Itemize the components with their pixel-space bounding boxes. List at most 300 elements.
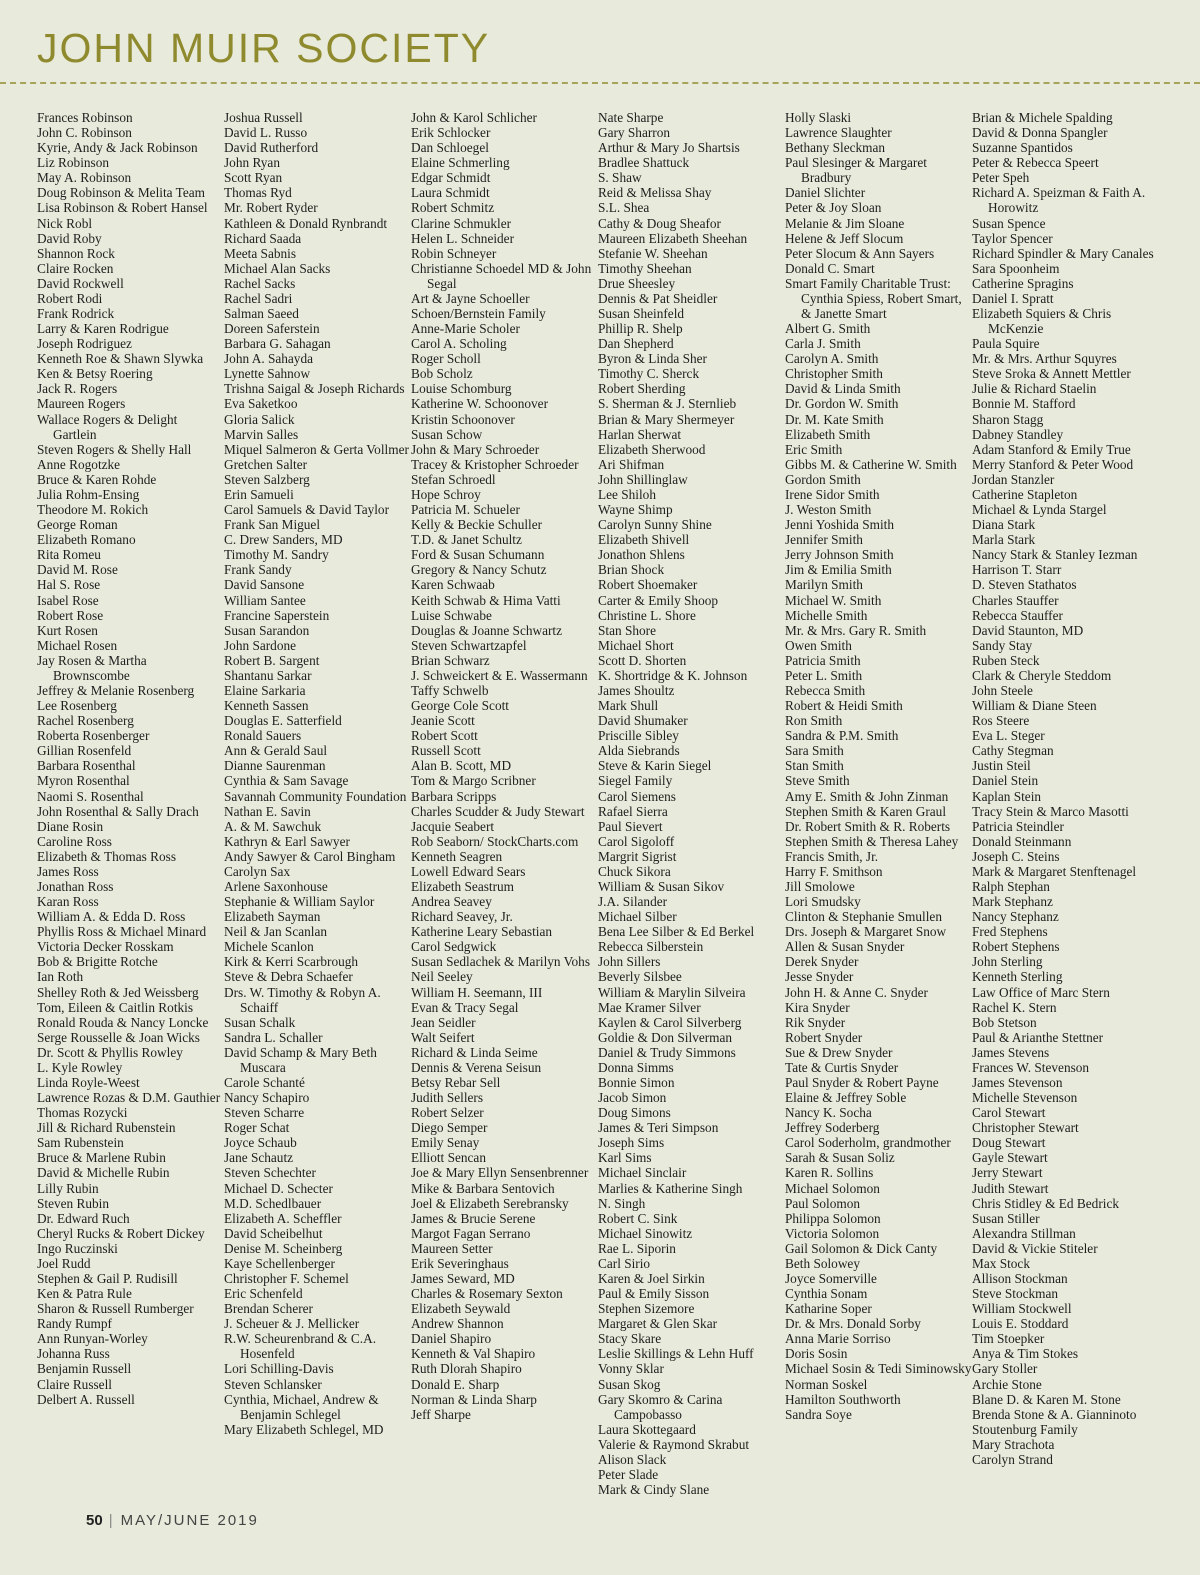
donor-name: Nancy K. Socha [785, 1105, 872, 1121]
donor-name: D. Steven Stathatos [972, 577, 1077, 593]
donor-name: Evan & Tracy Segal [411, 999, 519, 1015]
donor-name: Carl Sirio [598, 1255, 651, 1271]
donor-name: Robert Selzer [411, 1105, 484, 1121]
donor-name: Leslie Skillings & Lehn Huff [598, 1346, 754, 1362]
donor-name: Chuck Sikora [598, 863, 671, 879]
donor-name: Tracy Stein & Marco Masotti [972, 803, 1129, 819]
donor-name: Daniel Shapiro [411, 1331, 492, 1347]
donor-name: Smart Family Charitable Trust: Cynthia Spiess, Robert Smart, & Janette Smart [785, 275, 962, 322]
donor-name: David & Vickie Stiteler [972, 1240, 1098, 1256]
donor-name: Mary Strachota [972, 1436, 1055, 1452]
donor-name: Michael Sinowitz [598, 1225, 693, 1241]
donor-name: Steven Schwartzapfel [411, 637, 527, 653]
donor-name: Lilly Rubin [37, 1180, 99, 1196]
donor-name: Elizabeth Sherwood [598, 441, 706, 457]
donor-name: Robert Stephens [972, 939, 1060, 955]
donor-name: Karl Sims [598, 1150, 652, 1166]
donor-name: Timothy C. Sherck [598, 366, 700, 382]
donor-name: Carla J. Smith [785, 336, 861, 352]
donor-name: Frank San Miguel [224, 517, 321, 533]
donor-name: Ann Runyan-Worley [37, 1331, 148, 1347]
donor-name: Dan Shepherd [598, 336, 674, 352]
donor-name: Steve & Debra Schaefer [224, 969, 353, 985]
donor-name: Marla Stark [972, 532, 1036, 548]
donor-name: Michael Sosin & Tedi Siminowsky [785, 1361, 972, 1377]
donor-name: Bethany Sleckman [785, 140, 886, 156]
donor-name: Paul Solomon [785, 1195, 860, 1211]
donor-name: Michael Solomon [785, 1180, 880, 1196]
donor-name: Bruce & Marlene Rubin [37, 1150, 166, 1166]
donor-name: Steve Sroka & Annett Mettler [972, 366, 1131, 382]
donor-name: Hamilton Southworth [785, 1391, 901, 1407]
name-column-3 [411, 110, 598, 1500]
donor-name: Carter & Emily Shoop [598, 592, 719, 608]
donor-name: R.W. Scheurenbrand & C.A. Hosenfeld [224, 1331, 377, 1362]
donor-name: Margaret & Glen Skar [598, 1316, 718, 1332]
donor-name: Louise Schomburg [411, 381, 512, 397]
donor-name: James Seward, MD [411, 1271, 515, 1287]
donor-name: Sue & Drew Snyder [785, 1044, 893, 1060]
donor-name: Serge Rousselle & Joan Wicks [37, 1029, 200, 1045]
donor-name: Mr. & Mrs. Gary R. Smith [785, 622, 927, 638]
donor-name: Allison Stockman [972, 1271, 1068, 1287]
donor-name: Claire Russell [37, 1376, 112, 1392]
donor-name: Mary Elizabeth Schlegel, MD [224, 1421, 384, 1437]
donor-name: Hope Schroy [411, 486, 481, 502]
donor-name: Clinton & Stephanie Smullen [785, 909, 942, 925]
donor-name: Karen Schwaab [411, 577, 495, 593]
donor-name: Paula Squire [972, 336, 1040, 352]
donor-name: Frank Sandy [224, 562, 292, 578]
donor-name: David Schamp & Mary Beth Muscara [224, 1044, 377, 1075]
donor-name: William A. & Edda D. Ross [37, 909, 186, 925]
donor-name: Susan Stiller [972, 1210, 1040, 1226]
donor-name: Paul Snyder & Robert Payne [785, 1075, 939, 1090]
donor-name: Caroline Ross [37, 833, 112, 849]
donor-name: Gail Solomon & Dick Canty [785, 1240, 938, 1256]
donor-name: Tracey & Kristopher Schroeder [411, 456, 579, 472]
footer-separator: | [108, 1512, 115, 1529]
donor-name: Robert Schmitz [411, 200, 495, 216]
donor-name: Andrew Shannon [411, 1316, 504, 1332]
donor-name: Stefanie W. Sheehan [598, 245, 708, 261]
donor-name: Joseph C. Steins [972, 848, 1060, 864]
donor-name: Dabney Standley [972, 426, 1064, 442]
donor-name: Daniel Slichter [785, 185, 866, 201]
donor-name: Theodore M. Rokich [37, 502, 149, 518]
donor-name: Norman Soskel [785, 1376, 868, 1392]
donor-name: Doug Robinson & Melita Team [37, 185, 205, 201]
donor-name: Lee Shiloh [598, 486, 656, 502]
donor-name: Timothy Sheehan [598, 260, 692, 276]
donor-name: Charles & Rosemary Sexton [411, 1286, 563, 1302]
donor-name: Gary Skomro & Carina Campobasso [598, 1391, 723, 1422]
donor-name: J. Scheuer & J. Mellicker [224, 1316, 360, 1332]
donor-name: Elaine & Jeffrey Soble [785, 1090, 907, 1106]
donor-name: Alan B. Scott, MD [411, 758, 512, 774]
donor-name: Elliott Sencan [411, 1150, 486, 1166]
donor-name: Emily Senay [411, 1135, 480, 1151]
donor-name: Elizabeth Sayman [224, 909, 321, 925]
donor-name: Helen L. Schneider [411, 230, 515, 246]
donor-name: Blane D. & Karen M. Stone [972, 1391, 1121, 1407]
donor-name: Shantanu Sarkar [224, 667, 312, 683]
donor-name: Andy Sawyer & Carol Bingham [224, 848, 396, 864]
donor-name: Dianne Saurenman [224, 758, 326, 774]
donor-name: Donald Steinmann [972, 833, 1072, 849]
donor-name: John C. Robinson [37, 125, 132, 141]
donor-name: Bonnie M. Stafford [972, 396, 1076, 412]
donor-name: Brian Shock [598, 562, 665, 578]
donor-name: Rebecca Silberstein [598, 939, 704, 955]
donor-name: Diane Rosin [37, 818, 104, 834]
donor-name: James Stevens [972, 1044, 1050, 1060]
donor-name: Brian & Michele Spalding [972, 110, 1113, 125]
donor-name: Cynthia Sonam [785, 1286, 868, 1302]
donor-name: Michael Silber [598, 909, 677, 925]
donor-name: J.A. Silander [598, 894, 668, 910]
donor-name: John H. & Anne C. Snyder [785, 984, 928, 1000]
donor-name: Stefan Schroedl [411, 471, 496, 487]
donor-name: Laura Schmidt [411, 185, 490, 201]
donor-name: Jay Rosen & Martha Brownscombe [37, 652, 147, 683]
donor-name: James Shoultz [598, 682, 675, 698]
donor-name: Sandy Stay [972, 637, 1033, 653]
donor-name: Joe & Mary Ellyn Sensenbrenner [411, 1165, 589, 1181]
donor-name: Jill Smolowe [785, 878, 855, 894]
donor-name: Jack R. Rogers [37, 381, 118, 397]
donor-name: Taffy Schwelb [411, 682, 489, 698]
donor-name: Donald C. Smart [785, 260, 875, 276]
donor-name: Christine L. Shore [598, 607, 696, 623]
donor-name: Sara Spoonheim [972, 260, 1060, 276]
donor-name: Peter & Joy Sloan [785, 200, 882, 216]
donor-name: Gary Sharron [598, 125, 671, 141]
donor-name: L. Kyle Rowley [37, 1059, 123, 1075]
donor-name: Valerie & Raymond Skrabut [598, 1436, 750, 1452]
donor-name: Clark & Cheryle Steddom [972, 667, 1112, 683]
donor-name: Cynthia, Michael, Andrew & Benjamin Schlegel [224, 1391, 379, 1422]
donor-name: Alda Siebrands [598, 743, 680, 759]
donor-name: Doreen Saferstein [224, 321, 320, 337]
donor-name: Susan Schalk [224, 1014, 296, 1030]
donor-name: Elizabeth Seastrum [411, 878, 515, 894]
donor-name: Richard A. Speizman & Faith A. Horowitz [972, 185, 1146, 216]
donor-name: Kaye Schellenberger [224, 1255, 335, 1271]
donor-name: Meeta Sabnis [224, 245, 297, 261]
donor-name: Carol Samuels & David Taylor [224, 502, 390, 518]
donor-name: Hal S. Rose [37, 577, 101, 593]
donor-name: Holly Slaski [785, 110, 852, 125]
donor-name: Trishna Saigal & Joseph Richards [224, 381, 405, 397]
donor-name: Ros Steere [972, 713, 1030, 729]
donor-name: Rachel K. Stern [972, 999, 1057, 1015]
donor-list [37, 110, 1200, 1500]
donor-name: Jeffrey & Melanie Rosenberg [37, 682, 195, 698]
donor-name: Kirk & Kerri Scarbrough [224, 954, 359, 970]
donor-name: Michele Scanlon [224, 939, 314, 955]
donor-name: Peter Slade [598, 1467, 659, 1483]
donor-name: Cathy Stegman [972, 743, 1054, 759]
donor-name: Susan Sarandon [224, 622, 310, 638]
donor-name: John & Mary Schroeder [411, 441, 540, 457]
donor-name: Harry F. Smithson [785, 863, 883, 879]
donor-name: Carole Schanté [224, 1075, 305, 1090]
donor-name: Mr. & Mrs. Arthur Squyres [972, 351, 1117, 367]
donor-name: Dr. Edward Ruch [37, 1210, 130, 1226]
donor-name: Benjamin Russell [37, 1361, 132, 1377]
donor-name: Julia Rohm-Ensing [37, 486, 140, 502]
donor-name: Judith Stewart [972, 1180, 1049, 1196]
donor-name: Lowell Edward Sears [411, 863, 526, 879]
donor-name: Cheryl Rucks & Robert Dickey [37, 1225, 205, 1241]
donor-name: Kenneth Sassen [224, 698, 309, 714]
donor-name: Joseph Rodriguez [37, 336, 132, 352]
donor-name: Ken & Patra Rule [37, 1286, 132, 1302]
donor-name: Jennifer Smith [785, 532, 863, 548]
donor-name: Peter & Rebecca Speert [972, 155, 1099, 171]
donor-name: Dennis & Verena Seisun [411, 1059, 542, 1075]
donor-name: Robert B. Sargent [224, 652, 320, 668]
donor-name: J. Schweickert & E. Wassermann [411, 667, 588, 683]
donor-name: Jeanie Scott [411, 713, 475, 729]
donor-name: Stan Smith [785, 758, 844, 774]
donor-name: Victoria Solomon [785, 1225, 880, 1241]
donor-name: Luise Schwabe [411, 607, 492, 623]
donor-name: S. Shaw [598, 170, 642, 186]
donor-name: Gillian Rosenfeld [37, 743, 132, 759]
donor-name: Scott D. Shorten [598, 652, 687, 668]
donor-name: Erik Schlocker [411, 125, 491, 141]
donor-name: Suzanne Spantidos [972, 140, 1073, 156]
donor-name: David Scheibelhut [224, 1225, 323, 1241]
donor-name: Patricia Smith [785, 652, 861, 668]
donor-name: James & Teri Simpson [598, 1120, 719, 1136]
donor-name: Karan Ross [37, 894, 99, 910]
donor-name: S.L. Shea [598, 200, 650, 216]
donor-name: Stoutenburg Family [972, 1421, 1078, 1437]
donor-name: Rae L. Siporin [598, 1240, 676, 1256]
donor-name: Timothy M. Sandry [224, 547, 329, 563]
page-title: JOHN MUIR SOCIETY [37, 25, 491, 71]
donor-name: Ken & Betsy Roering [37, 366, 153, 382]
donor-name: Dr. Robert Smith & R. Roberts [785, 818, 951, 834]
donor-name: Neil Seeley [411, 969, 473, 985]
donor-name: Melanie & Jim Sloane [785, 215, 905, 231]
donor-name: Adam Stanford & Emily True [972, 441, 1131, 457]
donor-name: Christopher F. Schemel [224, 1271, 349, 1287]
donor-name: Jane Schautz [224, 1150, 294, 1166]
donor-name: Maureen Rogers [37, 396, 126, 412]
dashed-divider [0, 82, 1200, 84]
donor-name: Stephanie & William Saylor [224, 894, 375, 910]
donor-name: Katherine W. Schoonover [411, 396, 549, 412]
donor-name: Keith Schwab & Hima Vatti [411, 592, 561, 608]
donor-name: Carol Soderholm, grandmother [785, 1135, 951, 1151]
donor-name: Anne Rogotzke [37, 456, 121, 472]
donor-name: Barbara Rosenthal [37, 758, 136, 774]
donor-name: Jerry Stewart [972, 1165, 1043, 1181]
donor-name: Ann & Gerald Saul [224, 743, 328, 759]
donor-name: Stephen Sizemore [598, 1301, 695, 1317]
donor-name: Jonathon Shlens [598, 547, 685, 563]
donor-name: Kelly & Beckie Schuller [411, 517, 543, 533]
donor-name: Robert C. Sink [598, 1210, 678, 1226]
donor-name: Richard Spindler & Mary Canales [972, 245, 1154, 261]
donor-name: Michelle Smith [785, 607, 868, 623]
donor-name: Rachel Rosenberg [37, 713, 134, 729]
donor-name: Steven Scharre [224, 1105, 305, 1121]
donor-name: Denise M. Scheinberg [224, 1240, 343, 1256]
donor-name: Stephen Smith & Theresa Lahey [785, 833, 959, 849]
donor-name: Elizabeth Seywald [411, 1301, 511, 1317]
donor-name: Eric Schenfeld [224, 1286, 303, 1302]
donor-name: Ingo Ruczinski [37, 1240, 118, 1256]
donor-name: Beverly Silsbee [598, 969, 682, 985]
donor-name: Mae Kramer Silver [598, 999, 701, 1015]
donor-name: Michael & Lynda Stargel [972, 502, 1107, 518]
donor-name: Michael Alan Sacks [224, 260, 331, 276]
donor-name: Marilyn Smith [785, 577, 863, 593]
donor-name: Kenneth Sterling [972, 969, 1063, 985]
donor-name: William & Marylin Silveira [598, 984, 746, 1000]
donor-name: Robert & Heidi Smith [785, 698, 903, 714]
donor-name: Rob Seaborn/ StockCharts.com [411, 833, 579, 849]
donor-name: Brian Schwarz [411, 652, 490, 668]
donor-name: Joyce Schaub [224, 1135, 297, 1151]
donor-name: Drs. Joseph & Margaret Snow [785, 924, 947, 940]
donor-name: Judith Sellers [411, 1090, 484, 1106]
donor-name: Daniel Stein [972, 773, 1039, 789]
donor-name: May A. Robinson [37, 170, 132, 186]
donor-name: Rita Romeu [37, 547, 101, 563]
donor-name: Steven Schechter [224, 1165, 316, 1181]
donor-name: Neil & Jan Scanlan [224, 924, 328, 940]
name-column-2 [224, 110, 411, 1500]
donor-name: Peter L. Smith [785, 667, 863, 683]
donor-name: Dennis & Pat Sheidler [598, 290, 718, 306]
donor-name: Eva Saketkoo [224, 396, 298, 412]
donor-name: Thomas Rozycki [37, 1105, 128, 1121]
donor-name: Johanna Russ [37, 1346, 110, 1362]
name-column-6 [972, 110, 1159, 1500]
donor-name: Donna Simms [598, 1059, 674, 1075]
donor-name: Myron Rosenthal [37, 773, 130, 789]
donor-name: Catherine Spragins [972, 275, 1074, 291]
donor-name: Archie Stone [972, 1376, 1042, 1392]
donor-name: Nick Robl [37, 215, 93, 231]
donor-name: Sandra L. Schaller [224, 1029, 323, 1045]
donor-name: Frank Rodrick [37, 306, 115, 322]
donor-name: Roberta Rosenberger [37, 728, 150, 744]
donor-name: Mark & Cindy Slane [598, 1482, 710, 1498]
donor-name: Roger Scholl [411, 351, 481, 367]
donor-name: Kurt Rosen [37, 622, 98, 638]
donor-name: Rebecca Stauffer [972, 607, 1063, 623]
donor-name: Dan Schloegel [411, 140, 489, 156]
donor-name: Robert Sherding [598, 381, 686, 397]
donor-name: Douglas E. Satterfield [224, 713, 342, 729]
donor-name: Sam Rubenstein [37, 1135, 124, 1151]
donor-name: Laura Skottegaard [598, 1421, 696, 1437]
donor-name: Carolyn Sax [224, 863, 291, 879]
donor-name: Christianne Schoedel MD & John Segal [411, 260, 592, 291]
donor-name: Steven Salzberg [224, 471, 310, 487]
donor-name: Michael W. Smith [785, 592, 882, 608]
page-number: 50 [86, 1512, 103, 1529]
donor-name: Rebecca Smith [785, 682, 866, 698]
donor-name: Steve Stockman [972, 1286, 1059, 1302]
donor-name: David L. Russo [224, 125, 308, 141]
donor-name: Jacquie Seabert [411, 818, 495, 834]
name-column-1 [37, 110, 224, 1500]
donor-name: Gayle Stewart [972, 1150, 1048, 1166]
donor-name: Doug Simons [598, 1105, 671, 1121]
donor-name: A. & M. Sawchuk [224, 818, 322, 834]
donor-name: Bradlee Shattuck [598, 155, 690, 171]
donor-name: Francine Saperstein [224, 607, 330, 623]
donor-name: Taylor Spencer [972, 230, 1053, 246]
donor-name: Sandra & P.M. Smith [785, 728, 899, 744]
donor-name: David M. Rose [37, 562, 118, 578]
donor-name: Eric Smith [785, 441, 843, 457]
donor-name: Julie & Richard Staelin [972, 381, 1097, 397]
donor-name: Miquel Salmeron & Gerta Vollmer [224, 441, 409, 457]
donor-name: Susan Schow [411, 426, 483, 442]
donor-name: William & Susan Sikov [598, 878, 725, 894]
donor-name: Walt Seifert [411, 1029, 475, 1045]
donor-name: Carol Sedgwick [411, 939, 497, 955]
donor-name: Jenni Yoshida Smith [785, 517, 894, 533]
donor-name: John Rosenthal & Sally Drach [37, 803, 199, 819]
donor-name: Ruth Dlorah Shapiro [411, 1361, 522, 1377]
donor-name: John A. Sahayda [224, 351, 314, 367]
donor-name: Stan Shore [598, 622, 656, 638]
donor-name: Richard Saada [224, 230, 302, 246]
donor-name: Dr. Scott & Phyllis Rowley [37, 1044, 183, 1060]
donor-name: Kira Snyder [785, 999, 850, 1015]
donor-name: Siegel Family [598, 773, 673, 789]
donor-name: John & Karol Schlicher [411, 110, 537, 125]
donor-name: Mr. Robert Ryder [224, 200, 318, 216]
donor-name: Allen & Susan Snyder [785, 939, 905, 955]
donor-name: Elizabeth Shivell [598, 532, 690, 548]
donor-name: Ruben Steck [972, 652, 1040, 668]
donor-name: Tom & Margo Scribner [411, 773, 536, 789]
donor-name: Diego Semper [411, 1120, 488, 1136]
donor-name: Lawrence Rozas & D.M. Gauthier [37, 1090, 221, 1106]
donor-name: James Stevenson [972, 1075, 1063, 1090]
donor-name: Richard & Linda Seime [411, 1044, 538, 1060]
donor-name: Carol Sigoloff [598, 833, 675, 849]
donor-name: Bob & Brigitte Rotche [37, 954, 158, 970]
donor-name: Gibbs M. & Catherine W. Smith [785, 456, 957, 472]
donor-name: Donald E. Sharp [411, 1376, 500, 1392]
donor-name: Joshua Russell [224, 110, 303, 125]
donor-name: Ronald Sauers [224, 728, 302, 744]
donor-name: Carolyn Sunny Shine [598, 517, 712, 533]
donor-name: Robert Scott [411, 728, 478, 744]
donor-name: Peter Speh [972, 170, 1030, 186]
issue-date: MAY/JUNE 2019 [120, 1512, 259, 1529]
donor-name: Kaylen & Carol Silverberg [598, 1014, 742, 1030]
donor-name: Anna Marie Sorriso [785, 1331, 891, 1347]
donor-name: David Rutherford [224, 140, 319, 156]
donor-name: Joyce Somerville [785, 1271, 877, 1287]
donor-name: Carol Siemens [598, 788, 676, 804]
donor-name: James & Brucie Serene [411, 1210, 536, 1226]
donor-name: Kathryn & Earl Sawyer [224, 833, 350, 849]
